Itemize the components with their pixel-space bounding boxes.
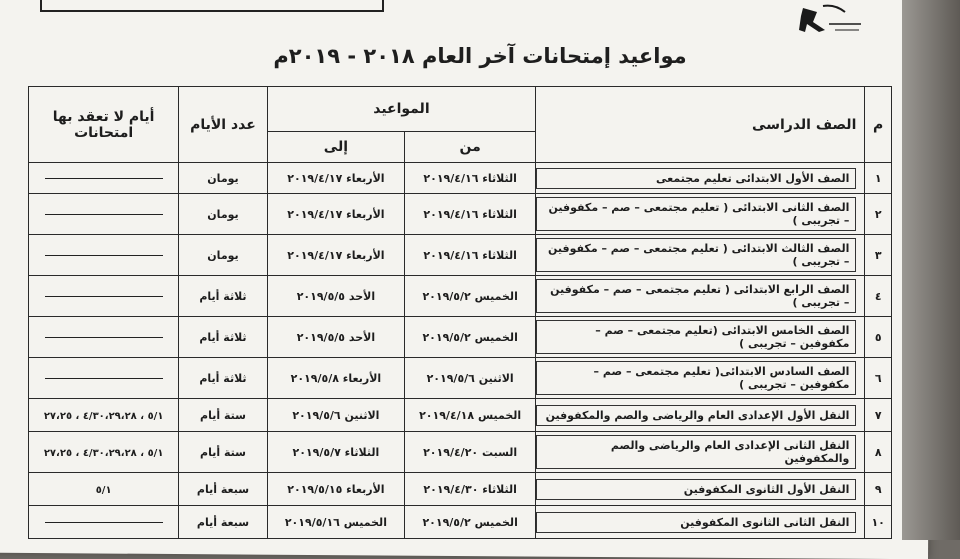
empty-dash-line xyxy=(45,296,163,297)
top-frame-box xyxy=(40,0,384,12)
row-date-to: الثلاثاء ٢٠١٩/٥/٧ xyxy=(267,432,404,473)
row-no-exam-days-text: ٥/١ ، ٤/٣٠،٢٩،٢٨ ، ٢٧،٢٥ xyxy=(43,447,164,459)
row-number: ٥ xyxy=(865,317,892,358)
row-date-to: الاثنين ٢٠١٩/٥/٦ xyxy=(267,399,404,432)
row-date-from: الاثنين ٢٠١٩/٥/٦ xyxy=(405,358,536,399)
row-date-to: الأحد ٢٠١٩/٥/٥ xyxy=(267,317,404,358)
empty-dash-line xyxy=(45,378,163,379)
row-no-exam-days-text: ٥/١ ، ٤/٣٠،٢٩،٢٨ ، ٢٧،٢٥ xyxy=(43,410,164,422)
row-days-count: سبعة أيام xyxy=(179,506,267,539)
row-grade-text: الصف الثالث الابتدائى ( تعليم مجتمعى – صم – مكفوفين – تجريبى ) xyxy=(536,238,856,272)
background-shadow xyxy=(902,0,960,540)
empty-dash-line xyxy=(45,178,163,179)
table-row xyxy=(29,473,892,506)
table-row xyxy=(29,235,892,276)
row-no-exam-days xyxy=(29,358,179,399)
row-date-from: السبت ٢٠١٩/٤/٢٠ xyxy=(405,432,536,473)
header-from: من xyxy=(405,132,536,163)
row-days-count: ستة أيام xyxy=(179,432,267,473)
row-grade-text: الصف السادس الابتدائى( تعليم مجتمعى – صم – مكفوفين – تجريبى ) xyxy=(536,361,856,395)
row-grade-text: النقل الثانى الثانوى المكفوفين xyxy=(536,512,856,533)
row-number: ١ xyxy=(865,163,892,194)
row-date-from: الخميس ٢٠١٩/٥/٢ xyxy=(405,276,536,317)
empty-dash-line xyxy=(45,255,163,256)
row-date-from: الثلاثاء ٢٠١٩/٤/١٦ xyxy=(405,163,536,194)
row-grade xyxy=(536,235,865,276)
row-days-count: ثلاثة أيام xyxy=(179,317,267,358)
row-no-exam-days xyxy=(29,473,179,506)
empty-dash-line xyxy=(45,214,163,215)
row-no-exam-days xyxy=(29,399,179,432)
header-number: م xyxy=(865,87,892,163)
row-date-from: الثلاثاء ٢٠١٩/٤/١٦ xyxy=(405,194,536,235)
table-row xyxy=(29,317,892,358)
row-number: ٤ xyxy=(865,276,892,317)
row-grade xyxy=(536,358,865,399)
row-number: ٧ xyxy=(865,399,892,432)
row-date-from: الخميس ٢٠١٩/٤/١٨ xyxy=(405,399,536,432)
empty-dash-line xyxy=(45,522,163,523)
ministry-logo-icon xyxy=(795,2,865,36)
header-no-exam-days: أيام لا تعقد بها امتحانات xyxy=(29,87,179,163)
row-number: ١٠ xyxy=(865,506,892,539)
row-date-to: الأحد ٢٠١٩/٥/٥ xyxy=(267,276,404,317)
row-grade xyxy=(536,473,865,506)
row-days-count: يومان xyxy=(179,235,267,276)
row-no-exam-days-text: ٥/١ xyxy=(95,484,112,496)
header-dates: المواعيد xyxy=(267,87,535,132)
page-title: مواعيد إمتحانات آخر العام ٢٠١٨ - ٢٠١٩م xyxy=(273,44,687,68)
header-grade: الصف الدراسى xyxy=(536,87,865,163)
row-grade xyxy=(536,506,865,539)
row-date-to: الأربعاء ٢٠١٩/٤/١٧ xyxy=(267,163,404,194)
row-date-from: الخميس ٢٠١٩/٥/٢ xyxy=(405,317,536,358)
row-grade-text: النقل الأول الإعدادى العام والرياضى والصم والمكفوفين xyxy=(536,405,856,426)
row-date-from: الخميس ٢٠١٩/٥/٢ xyxy=(405,506,536,539)
row-grade-text: الصف الخامس الابتدائى (تعليم مجتمعى – صم – مكفوفين – تجريبى ) xyxy=(536,320,856,354)
row-no-exam-days xyxy=(29,432,179,473)
row-no-exam-days xyxy=(29,235,179,276)
header-days-count: عدد الأيام xyxy=(179,87,267,163)
row-grade-text: النقل الأول الثانوى المكفوفين xyxy=(536,479,856,500)
table-row xyxy=(29,399,892,432)
row-no-exam-days xyxy=(29,194,179,235)
table-row xyxy=(29,163,892,194)
row-number: ٨ xyxy=(865,432,892,473)
row-date-to: الأربعاء ٢٠١٩/٤/١٧ xyxy=(267,235,404,276)
row-grade xyxy=(536,432,865,473)
row-date-to: الأربعاء ٢٠١٩/٤/١٧ xyxy=(267,194,404,235)
row-date-to: الأربعاء ٢٠١٩/٥/٨ xyxy=(267,358,404,399)
row-days-count: ثلاثة أيام xyxy=(179,276,267,317)
row-grade xyxy=(536,194,865,235)
table-row xyxy=(29,358,892,399)
empty-dash-line xyxy=(45,337,163,338)
row-days-count: يومان xyxy=(179,194,267,235)
row-grade xyxy=(536,276,865,317)
row-grade-text: الصف الثانى الابتدائى ( تعليم مجتمعى – صم – مكفوفين – تجريبى ) xyxy=(536,197,856,231)
row-grade xyxy=(536,317,865,358)
table-row xyxy=(29,276,892,317)
row-number: ٣ xyxy=(865,235,892,276)
row-days-count: يومان xyxy=(179,163,267,194)
table-row xyxy=(29,506,892,539)
row-date-to: الخميس ٢٠١٩/٥/١٦ xyxy=(267,506,404,539)
exam-schedule-table xyxy=(28,86,892,539)
row-number: ٢ xyxy=(865,194,892,235)
row-grade-text: الصف الرابع الابتدائى ( تعليم مجتمعى – صم – مكفوفين – تجريبى ) xyxy=(536,279,856,313)
row-no-exam-days xyxy=(29,276,179,317)
row-no-exam-days xyxy=(29,506,179,539)
row-date-to: الأربعاء ٢٠١٩/٥/١٥ xyxy=(267,473,404,506)
row-grade-text: الصف الأول الابتدائى تعليم مجتمعى xyxy=(536,168,856,189)
row-grade-text: النقل الثانى الإعدادى العام والرياضى والصم والمكفوفين xyxy=(536,435,856,469)
table-row xyxy=(29,194,892,235)
row-date-from: الثلاثاء ٢٠١٩/٤/٣٠ xyxy=(405,473,536,506)
row-number: ٦ xyxy=(865,358,892,399)
row-number: ٩ xyxy=(865,473,892,506)
row-date-from: الثلاثاء ٢٠١٩/٤/١٦ xyxy=(405,235,536,276)
row-days-count: سبعة أيام xyxy=(179,473,267,506)
row-grade xyxy=(536,163,865,194)
table-row xyxy=(29,432,892,473)
row-days-count: ثلاثة أيام xyxy=(179,358,267,399)
header-to: إلى xyxy=(267,132,404,163)
row-grade xyxy=(536,399,865,432)
row-no-exam-days xyxy=(29,317,179,358)
row-days-count: ستة أيام xyxy=(179,399,267,432)
row-no-exam-days xyxy=(29,163,179,194)
